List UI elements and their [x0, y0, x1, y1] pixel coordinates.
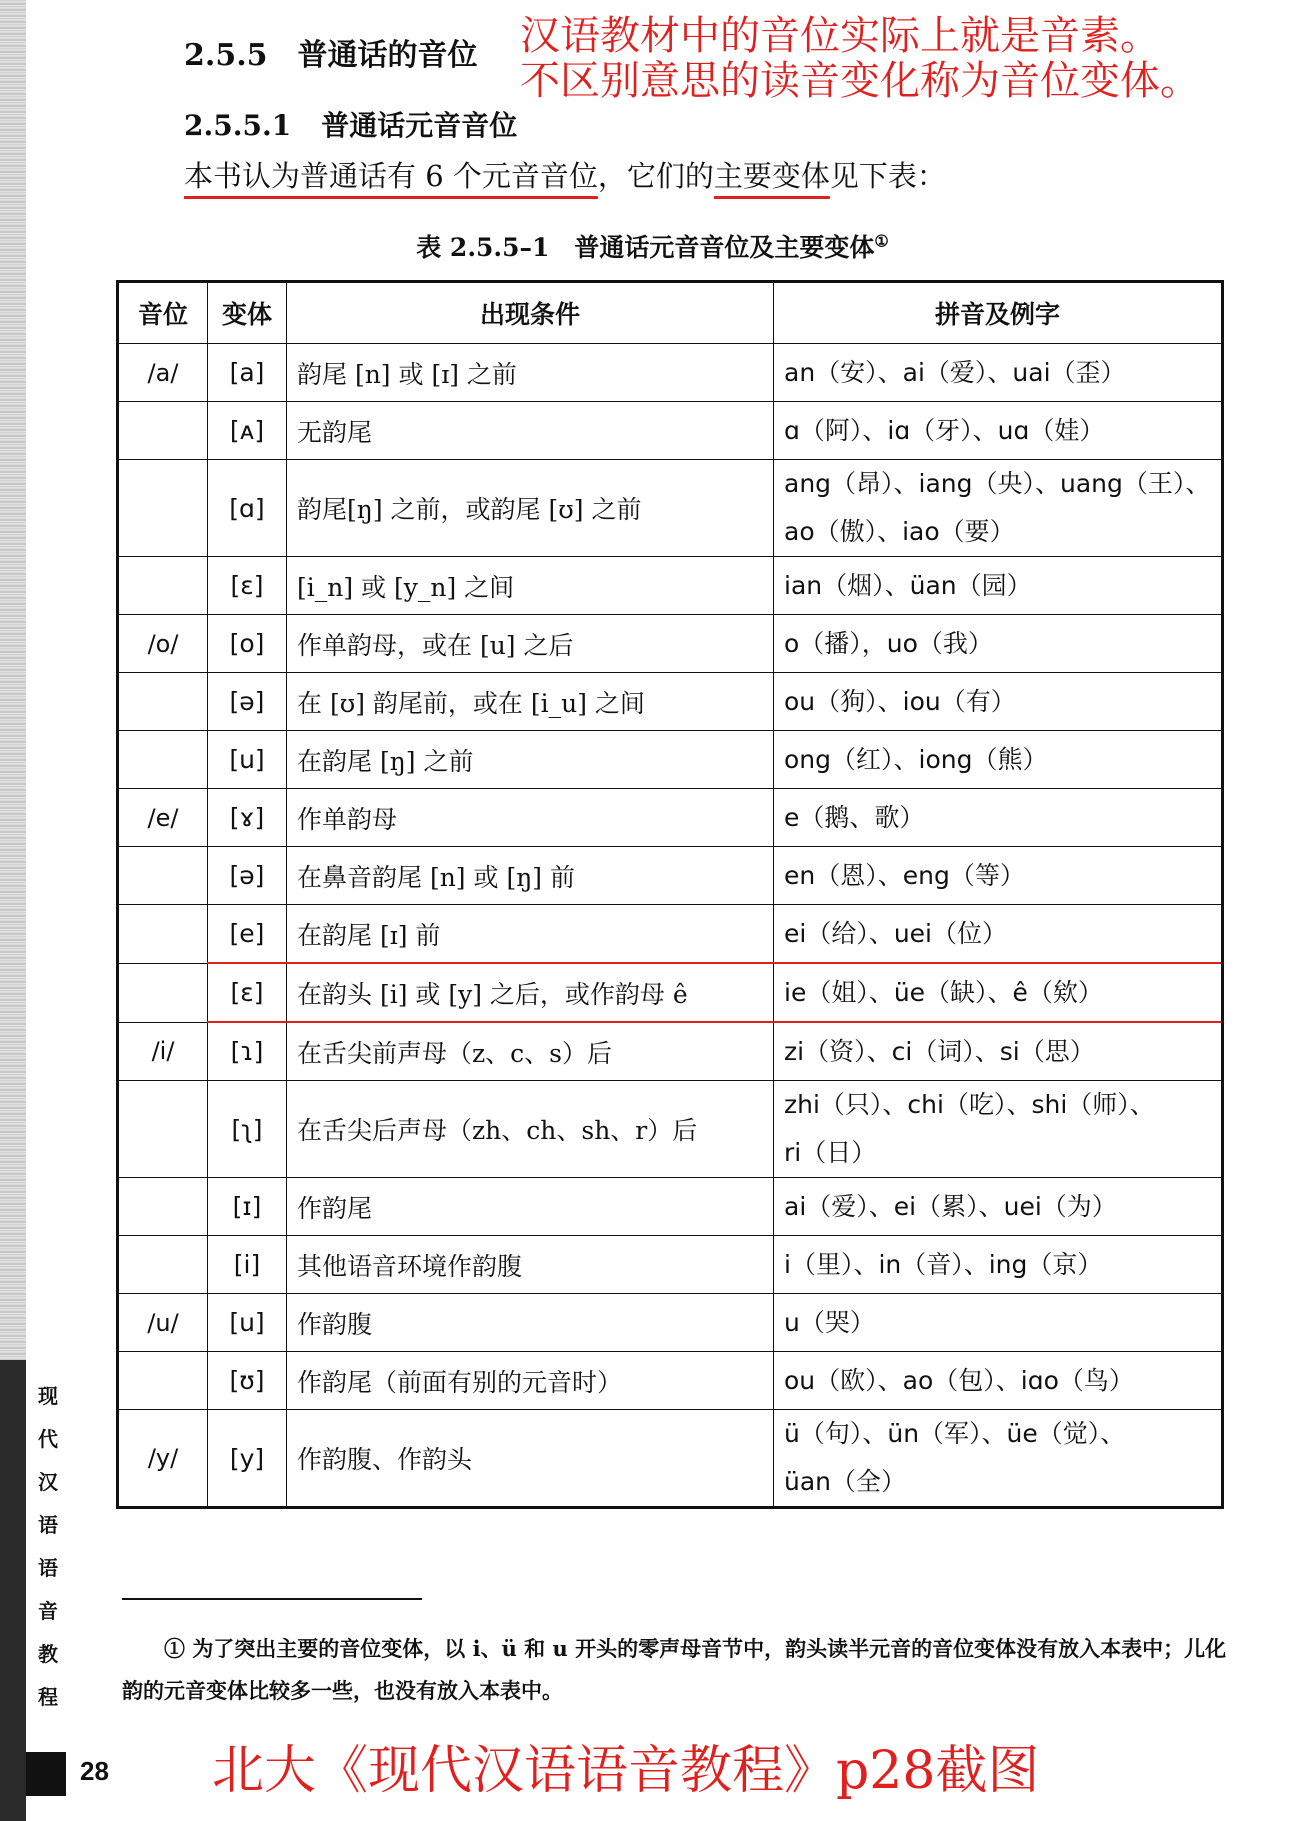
- side-tab-char: 语: [38, 1556, 58, 1580]
- table-row: [118, 847, 1223, 905]
- variant-cell: [i]: [208, 1236, 287, 1294]
- variant-cell: [ɪ]: [208, 1178, 287, 1236]
- examples-line: ang（昂）、iang（央）、uang（王）、: [784, 469, 1211, 498]
- variant-cell: [y]: [208, 1410, 287, 1508]
- examples-line: ou（欧）、ao（包）、iɑo（鸟）: [784, 1365, 1134, 1395]
- examples-cell: [774, 402, 1223, 460]
- variant-cell: [u]: [208, 1294, 287, 1352]
- intro-tail-text: 见下表：: [829, 159, 946, 193]
- table-row: [118, 402, 1223, 460]
- table-row: [118, 1081, 1223, 1178]
- examples-cell: [774, 1236, 1223, 1294]
- side-tab-char: 语: [38, 1513, 58, 1537]
- phoneme-cell: /i/: [118, 1022, 208, 1081]
- footnote-mark: ①: [164, 1636, 185, 1661]
- condition-cell: 作韵腹、作韵头: [287, 1410, 774, 1508]
- header-condition: 出现条件: [287, 282, 774, 344]
- red-annotation-bottom: 北大《现代汉语语音教程》p28截图: [212, 1741, 1040, 1801]
- examples-cell: [774, 344, 1223, 402]
- table-row: [118, 1178, 1223, 1236]
- table-caption-footnote-mark: ①: [874, 231, 889, 251]
- phoneme-cell: /u/: [118, 1294, 208, 1352]
- variant-cell: [ʅ]: [208, 1081, 287, 1178]
- table-header-row: [118, 282, 1223, 344]
- side-tab-char: 音: [38, 1599, 58, 1623]
- table-row: [118, 460, 1223, 557]
- intro-middle-text: ，它们的: [597, 159, 714, 193]
- condition-cell: [i_n] 或 [y_n] 之间: [287, 557, 774, 615]
- variant-cell: [ɛ]: [208, 963, 287, 1022]
- examples-cell: [774, 789, 1223, 847]
- side-tab-char: 代: [38, 1427, 58, 1451]
- intro-underlined-phrase-1: 本书认为普通话有 6 个元音音位: [184, 159, 598, 193]
- variant-cell: [ɑ]: [208, 460, 287, 557]
- variant-cell: [ʊ]: [208, 1352, 287, 1410]
- examples-cell: [774, 1294, 1223, 1352]
- examples-cell: [774, 847, 1223, 905]
- condition-cell: 无韵尾: [287, 402, 774, 460]
- intro-underlined-phrase-2: 主要变体: [713, 159, 830, 193]
- examples-cell: [774, 615, 1223, 673]
- phoneme-cell: /e/: [118, 789, 208, 847]
- examples-line: zhi（只）、chi（吃）、shi（师）、: [784, 1090, 1155, 1119]
- side-chapter-tab: [26, 1375, 70, 1775]
- examples-cell: [774, 731, 1223, 789]
- examples-cell: [774, 1022, 1223, 1081]
- footnote: [122, 1628, 1232, 1712]
- condition-cell: 其他语音环境作韵腹: [287, 1236, 774, 1294]
- subsection-number: 2.5.5.1: [184, 109, 292, 142]
- table-row: [118, 731, 1223, 789]
- phoneme-cell: [118, 847, 208, 905]
- subsection-title: 普通话元音音位: [321, 109, 518, 142]
- variant-cell: [a]: [208, 344, 287, 402]
- phoneme-cell: /o/: [118, 615, 208, 673]
- examples-line: an（安）、ai（爱）、uai（歪）: [784, 357, 1126, 387]
- examples-cell: [774, 460, 1223, 557]
- footnote-text: 为了突出主要的音位变体，以 i、ü 和 u 开头的零声母音节中，韵头读半元音的音位变体没有放入本表中；儿化韵的元音变体比较多一些，也没有放入本表中。: [122, 1636, 1227, 1703]
- variant-cell: [o]: [208, 615, 287, 673]
- condition-cell: 在韵头 [i] 或 [y] 之后，或作韵母 ê: [287, 963, 774, 1022]
- phoneme-cell: [118, 557, 208, 615]
- table-caption: [0, 228, 1305, 264]
- variant-cell: [ᴀ]: [208, 402, 287, 460]
- table-row: [118, 789, 1223, 847]
- variant-cell: [ɿ]: [208, 1022, 287, 1081]
- section-number: 2.5.5: [184, 38, 268, 73]
- section-title: 普通话的音位: [297, 38, 478, 73]
- examples-line: ao（傲）、iao（要）: [784, 517, 1015, 546]
- header-phoneme: 音位: [118, 282, 208, 344]
- table-row: [118, 1022, 1223, 1081]
- table-row: [118, 905, 1223, 964]
- condition-cell: 作单韵母，或在 [u] 之后: [287, 615, 774, 673]
- examples-line: u（哭）: [784, 1307, 875, 1337]
- examples-cell: [774, 1081, 1223, 1178]
- variant-cell: [ə]: [208, 673, 287, 731]
- condition-cell: 韵尾 [n] 或 [ɪ] 之前: [287, 344, 774, 402]
- examples-line: e（鹅、歌）: [784, 802, 925, 832]
- phoneme-cell: [118, 1081, 208, 1178]
- condition-cell: 作韵腹: [287, 1294, 774, 1352]
- examples-line: ai（爱）、ei（累）、uei（为）: [784, 1191, 1117, 1221]
- table-row: [118, 1294, 1223, 1352]
- red-annotation-line-2: 不区别意思的读音变化称为音位变体。: [520, 58, 1200, 104]
- condition-cell: 在舌尖前声母（z、c、s）后: [287, 1022, 774, 1081]
- side-tab-char: 教: [38, 1642, 58, 1666]
- red-annotation-line-1: 汉语教材中的音位实际上就是音素。: [520, 13, 1160, 59]
- red-annotation-top: [520, 14, 1200, 104]
- phoneme-cell: [118, 460, 208, 557]
- variant-cell: [e]: [208, 905, 287, 964]
- page-number: 28: [80, 1756, 109, 1786]
- table-row: [118, 1410, 1223, 1508]
- subsection-heading: [184, 104, 517, 144]
- examples-cell: [774, 1178, 1223, 1236]
- examples-line: o（播），uo（我）: [784, 628, 993, 658]
- examples-cell: [774, 963, 1223, 1022]
- examples-line: zi（资）、ci（词）、si（思）: [784, 1036, 1095, 1066]
- variant-cell: [ɛ]: [208, 557, 287, 615]
- table-row: [118, 1352, 1223, 1410]
- phoneme-cell: [118, 905, 208, 964]
- vowel-phoneme-table: [116, 280, 1224, 1509]
- section-heading: [184, 30, 478, 74]
- side-tab-char: 现: [38, 1384, 58, 1408]
- phoneme-cell: [118, 963, 208, 1022]
- condition-cell: 在韵尾 [ɪ] 前: [287, 905, 774, 964]
- examples-line: ian（烟）、üan（园）: [784, 570, 1032, 600]
- phoneme-cell: [118, 1178, 208, 1236]
- examples-cell: [774, 673, 1223, 731]
- side-tab-char: 汉: [38, 1470, 58, 1494]
- condition-cell: 作韵尾: [287, 1178, 774, 1236]
- examples-line: ei（给）、uei（位）: [784, 918, 1007, 948]
- condition-cell: 作韵尾（前面有别的元音时）: [287, 1352, 774, 1410]
- phoneme-cell: [118, 1236, 208, 1294]
- phoneme-cell: /y/: [118, 1410, 208, 1508]
- examples-line: en（恩）、eng（等）: [784, 860, 1025, 890]
- footnote-rule: [122, 1598, 422, 1600]
- condition-cell: 作单韵母: [287, 789, 774, 847]
- table-row: [118, 673, 1223, 731]
- page-number-bar: [26, 1752, 66, 1796]
- table-row: [118, 344, 1223, 402]
- phoneme-cell: [118, 731, 208, 789]
- examples-line: ie（姐）、üe（缺）、ê（欸）: [784, 977, 1103, 1007]
- phoneme-cell: [118, 1352, 208, 1410]
- examples-line: ong（红）、iong（熊）: [784, 744, 1048, 774]
- header-examples: 拼音及例字: [774, 282, 1223, 344]
- table-row: [118, 1236, 1223, 1294]
- examples-cell: [774, 1352, 1223, 1410]
- table-row: [118, 963, 1223, 1022]
- examples-cell: [774, 557, 1223, 615]
- examples-line: ri（日）: [784, 1138, 877, 1167]
- examples-line: i（里）、in（音）、ing（京）: [784, 1249, 1103, 1279]
- variant-cell: [ɤ]: [208, 789, 287, 847]
- table-row: [118, 557, 1223, 615]
- condition-cell: 在鼻音韵尾 [n] 或 [ŋ] 前: [287, 847, 774, 905]
- variant-cell: [u]: [208, 731, 287, 789]
- table-caption-text: 表 2.5.5–1 普通话元音音位及主要变体: [416, 233, 875, 262]
- phoneme-cell: /a/: [118, 344, 208, 402]
- side-tab-char: 程: [38, 1685, 58, 1709]
- phoneme-cell: [118, 673, 208, 731]
- header-variant: 变体: [208, 282, 287, 344]
- phoneme-cell: [118, 402, 208, 460]
- examples-line: ou（狗）、iou（有）: [784, 686, 1016, 716]
- condition-cell: 在 [ʊ] 韵尾前，或在 [i_u] 之间: [287, 673, 774, 731]
- examples-cell: [774, 905, 1223, 964]
- examples-line: ü（句）、ün（军）、üe（觉）、: [784, 1419, 1126, 1448]
- book-spine-dark-edge: [0, 1360, 26, 1821]
- examples-line: üan（全）: [784, 1467, 907, 1496]
- examples-line: ɑ（阿）、iɑ（牙）、uɑ（娃）: [784, 415, 1105, 445]
- condition-cell: 韵尾[ŋ] 之前，或韵尾 [ʊ] 之前: [287, 460, 774, 557]
- condition-cell: 在韵尾 [ŋ] 之前: [287, 731, 774, 789]
- condition-cell: 在舌尖后声母（zh、ch、sh、r）后: [287, 1081, 774, 1178]
- variant-cell: [ə]: [208, 847, 287, 905]
- examples-cell: [774, 1410, 1223, 1508]
- intro-paragraph: [184, 154, 946, 195]
- table-row: [118, 615, 1223, 673]
